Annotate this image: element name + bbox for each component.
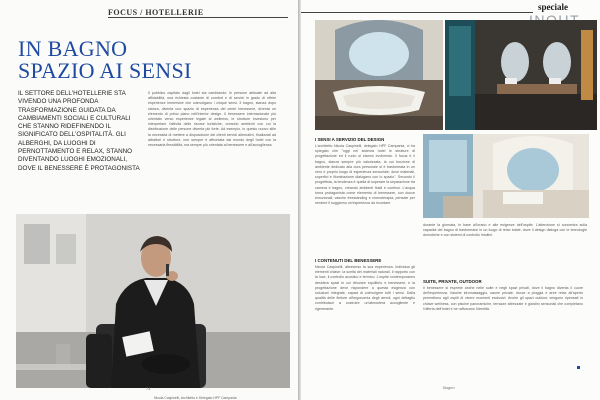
article-end-mark: [577, 366, 580, 369]
article-title: [18, 38, 192, 82]
header-rule: [301, 12, 533, 13]
footer-brand: Bagno: [443, 385, 455, 390]
section-text-4: Il benessere si esprime anche nelle suite e negli spazi privati, dove il bagno diventa il cuore dell'esperienza. Vasche idromassaggio, saune private, docce a pioggia e aree relax all'aperto permettono agli ospiti di vivere momenti esclusivi. Anche gli spazi outdoor vengono ripensati in chiave wellness, con piscine panoramiche, terrazze attrezzate e giardini sensoriali che completano l'offerta dell'hotel e ne rafforzano l'identità.: [423, 286, 583, 311]
right-page: [301, 0, 600, 400]
speaker-photo: [16, 214, 290, 388]
section-text-2: Nicola Caspinelli, attraverso la sua esperienza, individua gli elementi chiave: la scelta dei materiali naturali, il rapporto con la luce, il controllo acustico e termico. L'ospite contemporaneo desidera spazi in cui ritrovare equilibrio e benessere, e la progettazione deve rispondere a questa esigenza con soluzioni integrate, capaci di coinvolgere tutti i sensi. Dalla qualità delle finiture all'ergonomia degli arredi, ogni dettaglio contribuisce a costruire un'atmosfera accogliente e rigenerante.: [315, 265, 415, 311]
photo-caption: Nicola Caspinelli, Architetto e Delegato HPF Campania: [154, 396, 237, 400]
intro-paragraph: IL SETTORE DELL'HOTELLERIE STA VIVENDO UNA PROFONDA TRASFORMAZIONE GUIDATA DA CAMBIAMENTI SOCIALI E CULTURALI CHE STANNO RIDEFINENDO IL SIGNIFICATO DELL'OSPITALITÀ. GLI ALBERGHI, DA LUOGHI DI PERNOTTAMENTO E RELAX, STANNO DIVENTANDO LUOGHI EMOZIONALI, DOVE IL BENESSERE È PROTAGONISTA: [18, 90, 140, 172]
body-column: Il pubblico ospitato dagli hotel sta cambiando: le persone abituate ad alta affidabilità, una richiesta costante di comfort e di servizi in grado di offrire esperienze immersive che coinvolgano i cinque sensi. Il bagno, stanza dopo stanza, diventa uno spazio di esperienza dei centri benessere, diventa un elemento di primo piano nell'interior design. Il benessere internazionale più orientato verso esperienze legate al wellness, le strutture investono per interpretare l'attività delle risorse turistiche, creando ambienti con cui la distribuzione delle persone diventa più forte. Ad esempio, in questo nuovo stile la necessità di mettere a disposizione dei clienti servizi alternativi, finalizzati ad attrattori e strutture, non sempre è affrontata dal mondo degli hotel con la necessaria flessibilità, ma sempre più orientata al benessere e all'accoglienza.: [148, 91, 276, 148]
hotel-room-photo: [423, 134, 589, 218]
title-line-1: IN BAGNO: [18, 36, 128, 61]
bathroom-illustration: [315, 20, 443, 130]
section-text-3: durante la giornata, in base all'orario e alle esigenze dell'ospite. L'attenzione si concentra sulla capacità del bagno di trasformarsi in un luogo di relax totale, dove il design dialoga con le tecnologie domotiche e con sistemi di controllo intuitivi.: [423, 223, 587, 238]
section-text-1: L'architetto Nicola Caspinelli, delegato HPF Campania, ci ha spiegato che "oggi nel sistema hotel le strutture di progettazione ed il ruolo si stanno evolvendo. Il focus è il bagno, stanza sempre più valorizzata, la cui funzione di ambiente dedicato alla cura personale si è trasformata in un vero e proprio luogo di esperienza sensoriale, dove materiali, superfici e illuminazione dialogano con lo spazio". Secondo il progettista, la tendenza è quella di superare la separazione tra camera e bagno, creando ambienti fluidi e continui. L'acqua torna protagonista come elemento di benessere, con docce emozionali, vasche freestanding e cromoterapia, pensate per rendere il soggiorno un'esperienza da ricordare.: [315, 144, 415, 206]
left-page: [0, 0, 298, 400]
brand-speciale: speciale: [538, 2, 568, 12]
speaker-photo-illustration: [16, 214, 290, 388]
hotel-room-illustration: [423, 134, 589, 218]
bathroom-photo: [315, 20, 443, 130]
section-heading-1: I SENSI A SERVIZIO DEL DESIGN: [315, 137, 385, 142]
title-line-2: SPAZIO AI SENSI: [18, 58, 192, 83]
section-rule: [108, 17, 288, 18]
suite-illustration: [445, 20, 597, 130]
page-number-left: 74: [146, 386, 151, 391]
section-label: FOCUS / HOTELLERIE: [108, 8, 204, 17]
section-heading-4: SUITE, PRIVATE, OUTDOOR: [423, 279, 482, 284]
suite-photo: [445, 20, 597, 130]
section-heading-2: I CONTENUTI DEL BENESSERE: [315, 258, 382, 263]
